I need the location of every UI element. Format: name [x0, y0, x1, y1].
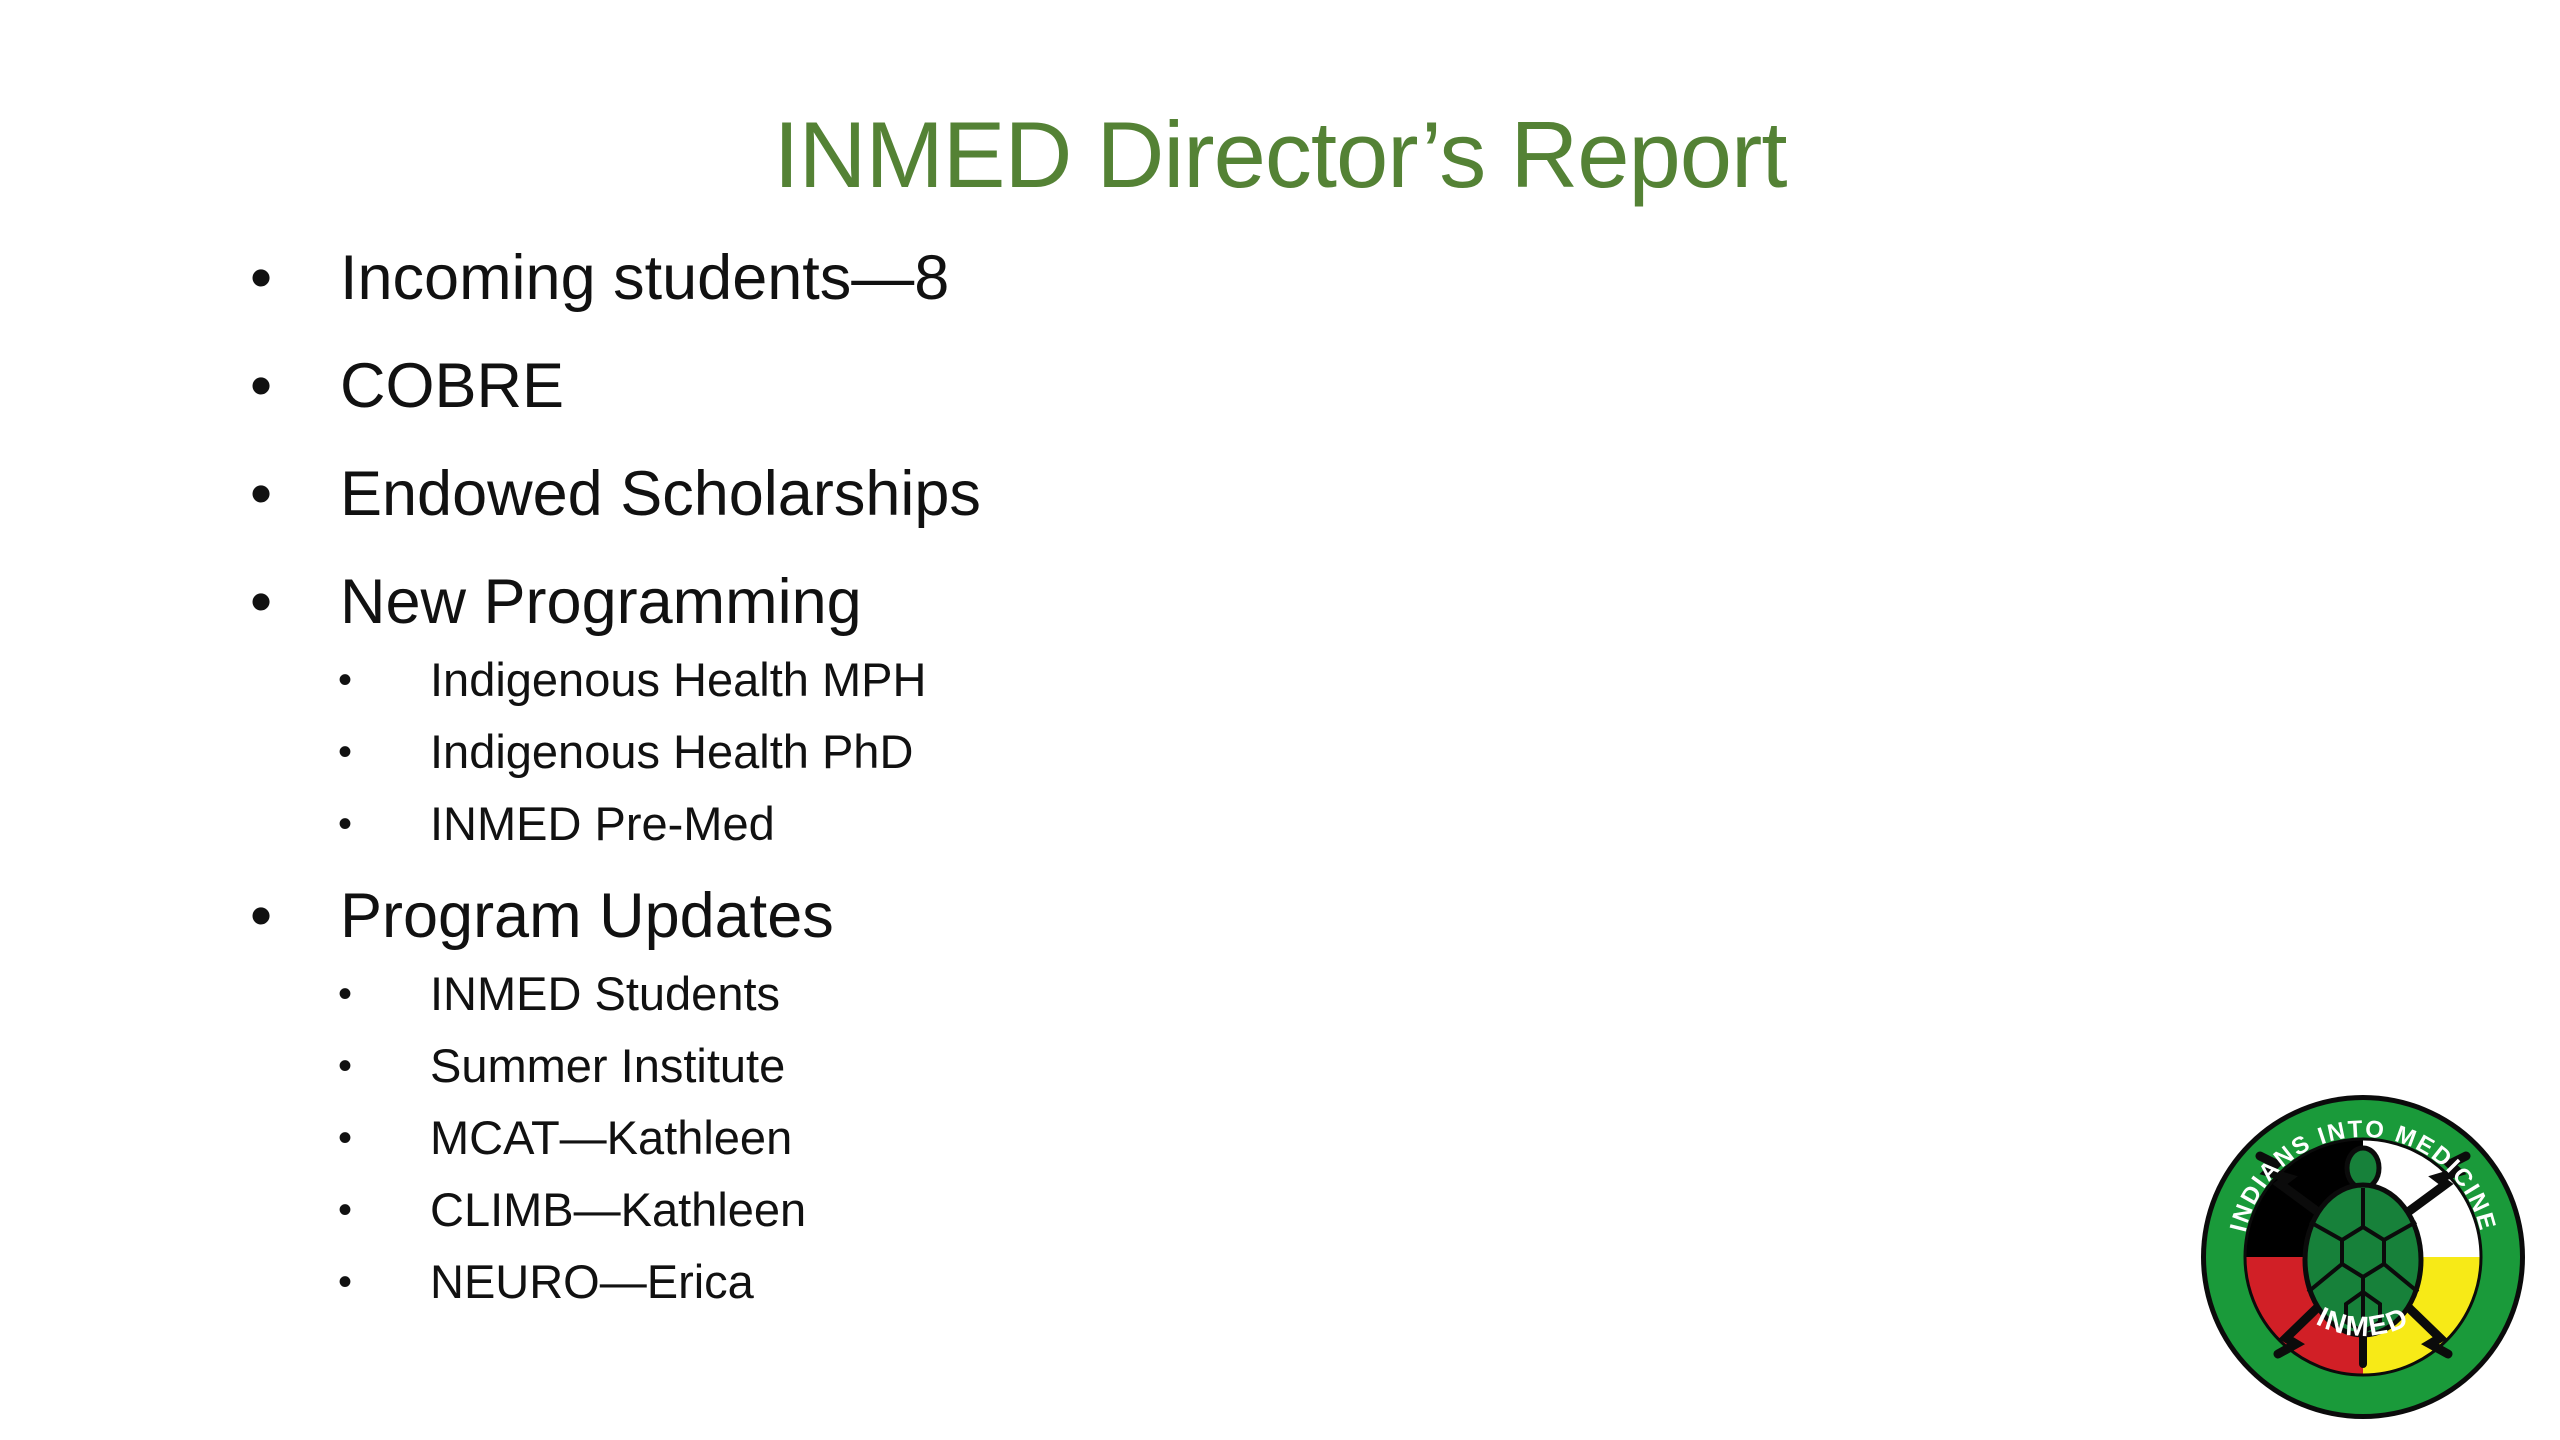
sub-bullet-item — [335, 724, 1940, 780]
bullet-text: New Programming — [340, 567, 862, 637]
bullet-dot-icon: • — [338, 658, 353, 702]
bullet-dot-icon: • — [338, 1188, 353, 1232]
bullet-dot-icon: • — [338, 1116, 353, 1160]
bullet-dot-icon: • — [250, 881, 273, 951]
sub-bullet-text: Indigenous Health MPH — [430, 653, 927, 706]
bullet-item — [240, 564, 1940, 640]
bullet-item — [240, 878, 1940, 954]
sub-bullet-text: INMED Students — [430, 967, 781, 1020]
slide-title: INMED Director’s Report — [773, 102, 1787, 207]
sub-bullet-item — [335, 1038, 1940, 1094]
bullet-dot-icon: • — [338, 972, 353, 1016]
bullet-text: Program Updates — [340, 881, 834, 951]
bullet-dot-icon: • — [250, 567, 273, 637]
sub-bullet-list — [240, 652, 1940, 852]
sub-bullet-item — [335, 796, 1940, 852]
bullet-dot-icon: • — [338, 1260, 353, 1304]
bullet-list — [240, 240, 1940, 1336]
bullet-text: Incoming students—8 — [340, 243, 950, 313]
bullet-item — [240, 348, 1940, 424]
inmed-logo — [2198, 1092, 2528, 1422]
sub-bullet-item — [335, 1182, 1940, 1238]
sub-bullet-item — [335, 966, 1940, 1022]
sub-bullet-list — [240, 966, 1940, 1310]
bullet-dot-icon: • — [338, 730, 353, 774]
bullet-dot-icon: • — [338, 1044, 353, 1088]
bullet-dot-icon: • — [250, 243, 273, 313]
sub-bullet-text: Summer Institute — [430, 1039, 786, 1092]
sub-bullet-text: CLIMB—Kathleen — [430, 1183, 807, 1236]
bullet-item — [240, 456, 1940, 532]
bullet-dot-icon: • — [250, 351, 273, 421]
bullet-text: COBRE — [340, 351, 565, 421]
sub-bullet-text: INMED Pre-Med — [430, 797, 775, 850]
logo-bottom-text: INMED — [2312, 1300, 2414, 1343]
sub-bullet-text: Indigenous Health PhD — [430, 725, 914, 778]
sub-bullet-item — [335, 652, 1940, 708]
sub-bullet-item — [335, 1254, 1940, 1310]
sub-bullet-text: NEURO—Erica — [430, 1255, 754, 1308]
bullet-item — [240, 240, 1940, 316]
bullet-text: Endowed Scholarships — [340, 459, 981, 529]
bullet-dot-icon: • — [250, 459, 273, 529]
bullet-dot-icon: • — [338, 802, 353, 846]
sub-bullet-text: MCAT—Kathleen — [430, 1111, 793, 1164]
sub-bullet-item — [335, 1110, 1940, 1166]
logo-top-text: INDIANS INTO MEDICINE — [2224, 1115, 2502, 1235]
